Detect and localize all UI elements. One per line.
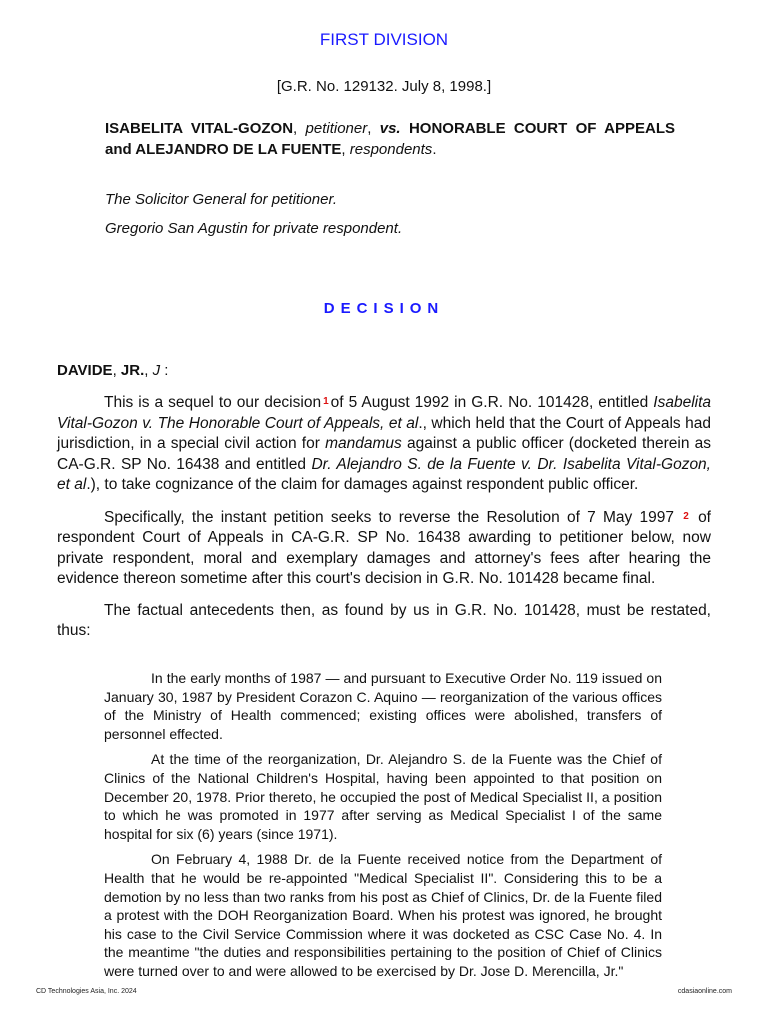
ponente-suffix: JR. (120, 362, 145, 379)
division-heading: FIRST DIVISION (319, 30, 449, 49)
block-quote (104, 669, 662, 988)
petitioner-role: petitioner (305, 120, 368, 137)
respondent-role: respondents (349, 141, 433, 158)
counsel-petitioner: The Solicitor General for petitioner. (105, 191, 338, 208)
footnote-link-2[interactable]: 2 (683, 510, 689, 522)
paragraph-2 (57, 507, 711, 590)
footer-copyright: CD Technologies Asia, Inc. 2024 (36, 988, 137, 995)
paragraph-1 (57, 392, 711, 496)
paragraph-1-text-c: ., which held that the Court of Appeals had jurisdiction, in a special civil action for (57, 414, 712, 452)
paragraph-1-text-d: against a public officer (docketed therein as CA-G.R. SP No. 16438 and entitled (57, 435, 712, 473)
paragraph-1-text-e: .), to take cognizance of the claim for damages against respondent public officer. (86, 476, 639, 493)
decision-heading: DECISION (323, 300, 445, 317)
versus-label: vs. (379, 120, 401, 137)
paragraph-2-text-a: Specifically, the instant petition seeks to reverse the Resolution of 7 May 1997 (104, 508, 674, 526)
ponente: DAVIDE, JR., J : (57, 362, 169, 379)
paragraph-1-text-b: of 5 August 1992 in G.R. No. 101428, entitled (330, 394, 649, 411)
decision-body (57, 392, 711, 653)
case-title-citation: Isabelita Vital-Gozon v. The Honorable Court of Appeals, et al (57, 394, 712, 432)
paragraph-3: The factual antecedents then, as found by us in G.R. No. 101428, must be restated, thus: (57, 601, 711, 639)
ponente-title: J (152, 362, 161, 379)
quote-paragraph-1: In the early months of 1987 — and pursuant to Executive Order No. 119 issued on January 30, 1987 by President Corazon C. Aquino — reorganization of the various offices of the Ministry of Health commenced; existing offices were abolished, transfers of personnel effected. (104, 670, 662, 742)
quote-paragraph-3: On February 4, 1988 Dr. de la Fuente received notice from the Department of Health that he would be re-appointed "Medical Specialist II". Considering this to be a demotion by no less than two ranks from his post as Chief of Clinics, Dr. de la Fuente filed a protest with the DOH Reorganization Board. When his protest was ignored, he brought his case to the Civil Service Commission where it was docketed as CSC Case No. 4. In the meantime "the duties and responsibilities pertaining to the position of Chief of Clinics were turned over to and were allowed to be exercised by Dr. Jose D. Merencilla, Jr." (104, 851, 662, 979)
footer-website: cdasiaonline.com (677, 988, 732, 995)
footnote-link-1[interactable]: 1 (323, 396, 329, 407)
ponente-name: DAVIDE (57, 362, 113, 379)
counsel-respondent: Gregorio San Agustin for private respondent. (105, 220, 403, 237)
case-parties: ISABELITA VITAL-GOZON, petitioner, vs. HONORABLE COURT OF APPEALS and ALEJANDRO DE LA FUENTE, respondents. (105, 120, 676, 158)
case-number: [G.R. No. 129132. July 8, 1998.] (276, 78, 492, 95)
paragraph-2-text-b: of respondent Court of Appeals in CA-G.R. SP No. 16438 awarding to petitioner below, now private respondent, moral and exemplary damages and attorney's fees after hearing the evidence thereon sometime after this court's decision in G.R. No. 101428 became final. (57, 508, 711, 587)
petitioner-name: ISABELITA VITAL-GOZON (105, 120, 294, 137)
quote-paragraph-2: At the time of the reorganization, Dr. Alejandro S. de la Fuente was the Chief of Clinics of the National Children's Hospital, having been appointed to that position on December 20, 1978. Prior thereto, he occupied the post of Medical Specialist II, a position to which he was promoted in 1977 after serving as Medical Specialist I of the same hospital for six (6) years (since 1971). (104, 751, 662, 842)
paragraph-1-text-a: This is a sequel to our decision (104, 394, 322, 411)
case-title-citation-2: Dr. Alejandro S. de la Fuente v. Dr. Isabelita Vital-Gozon, et al (57, 455, 711, 493)
mandamus-term: mandamus (325, 435, 402, 452)
respondent-name: HONORABLE COURT OF APPEALS and ALEJANDRO DE LA FUENTE (105, 120, 676, 158)
